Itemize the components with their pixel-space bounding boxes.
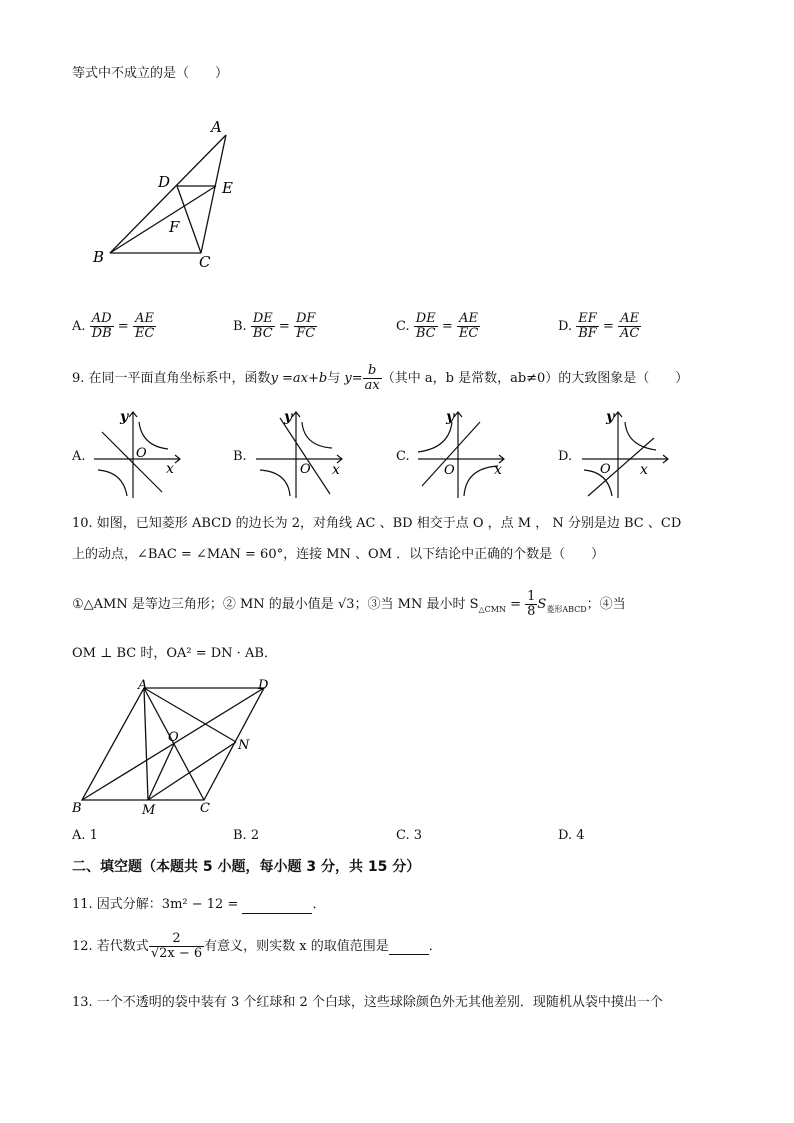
q9-graph-d[interactable]: [578, 408, 673, 500]
svg-text:O: O: [136, 446, 147, 461]
q12: 12. 若代数式 $\frac{2}{√2x - 6}$ 有意义，则实数 x 的取值范围是 ．: [72, 931, 442, 962]
label-o: O: [168, 730, 179, 745]
label-d: D: [158, 173, 171, 191]
svg-text:O: O: [444, 463, 455, 478]
label-e: E: [222, 179, 233, 197]
label-b: B: [93, 248, 105, 266]
label-a: A: [211, 118, 222, 136]
q9-option-c-label[interactable]: C.: [396, 449, 410, 464]
label-f: F: [169, 218, 180, 236]
svg-text:x: x: [166, 461, 174, 477]
q10-option-c[interactable]: C. 3: [396, 828, 423, 843]
q9-option-a-label[interactable]: A.: [72, 449, 86, 464]
section-2-heading: 二、填空题（本题共 5 小题，每小题 3 分，共 15 分）: [72, 859, 421, 875]
label-m: M: [142, 803, 156, 818]
q11: 11. 因式分解：3m² − 12 = ．: [72, 897, 326, 912]
q10-option-d[interactable]: D. 4: [558, 828, 585, 843]
label-d: D: [258, 678, 269, 693]
q8-triangle-figure: [85, 115, 255, 275]
q11-answer-blank[interactable]: [242, 897, 312, 914]
q10-option-a[interactable]: A. 1: [72, 828, 98, 843]
label-b: B: [72, 801, 82, 816]
label-n: N: [238, 738, 250, 753]
q10-line4: OM ⊥ BC 时，OA² = DN · AB．: [72, 646, 277, 661]
svg-text:y: y: [120, 409, 129, 425]
line-dc: [177, 186, 201, 253]
svg-text:y: y: [284, 409, 293, 425]
label-c: C: [200, 801, 210, 816]
line-be: [110, 186, 216, 253]
q13: 13. 一个不透明的袋中装有 3 个红球和 2 个白球，这些球除颜色外无其他差别．现随机从袋中摸出一个: [72, 995, 663, 1010]
svg-text:O: O: [600, 462, 611, 477]
q10-rhombus-figure: [68, 676, 288, 821]
q10-line2: 上的动点，∠BAC = ∠MAN = 60°，连接 MN 、OM ．以下结论中正确的个数是（ ）: [72, 547, 605, 562]
svg-text:y: y: [606, 409, 615, 425]
q8-option-d[interactable]: D. $\frac{EF}{BF}$ = $\frac{AE}{AC}$: [558, 311, 640, 342]
q8-option-a[interactable]: A. $\frac{AD}{DB}$ = $\frac{AE}{EC}$: [72, 311, 155, 342]
label-a: A: [138, 678, 148, 693]
svg-text:x: x: [494, 462, 502, 478]
line-ba: [110, 135, 226, 253]
svg-text:x: x: [332, 462, 340, 478]
svg-text:y: y: [446, 409, 455, 425]
label-c: C: [199, 253, 211, 271]
q8-stem: 等式中不成立的是（ ）: [72, 66, 229, 81]
q9-option-d-label[interactable]: D.: [558, 449, 573, 464]
q10-line1: 10. 如图，已知菱形 ABCD 的边长为 2，对角线 AC 、BD 相交于点 O ，点 M ， N 分别是边 BC 、CD: [72, 516, 682, 531]
seg-am: [144, 688, 148, 800]
svg-text:x: x: [640, 462, 648, 478]
q8-option-b[interactable]: B. $\frac{DE}{BC}$ = $\frac{DF}{FC}$: [233, 311, 316, 342]
q10-option-b[interactable]: B. 2: [233, 828, 260, 843]
q8-option-c[interactable]: C. $\frac{DE}{BC}$ = $\frac{AE}{EC}$: [396, 311, 479, 342]
q9-graph-b[interactable]: [252, 408, 347, 500]
q12-answer-blank[interactable]: [389, 939, 429, 956]
svg-text:O: O: [300, 462, 311, 477]
q9-graph-a[interactable]: [92, 408, 184, 500]
q9-option-b-label[interactable]: B.: [233, 449, 247, 464]
q9-graph-c[interactable]: [414, 408, 509, 500]
q9-stem: 9. 在同一平面直角坐标系中，函数y =ax+b与 y= $\frac{b}{ax}$ （其中 a，b 是常数，ab≠0）的大致图象是（ ）: [72, 363, 689, 394]
q10-line3: ①△AMN 是等边三角形；② MN 的最小值是 √3；③当 MN 最小时 $S_{\triangle CMN}$ = $\frac{1}{8}$ $S_{菱形ABCD}$；④当: [72, 589, 626, 620]
